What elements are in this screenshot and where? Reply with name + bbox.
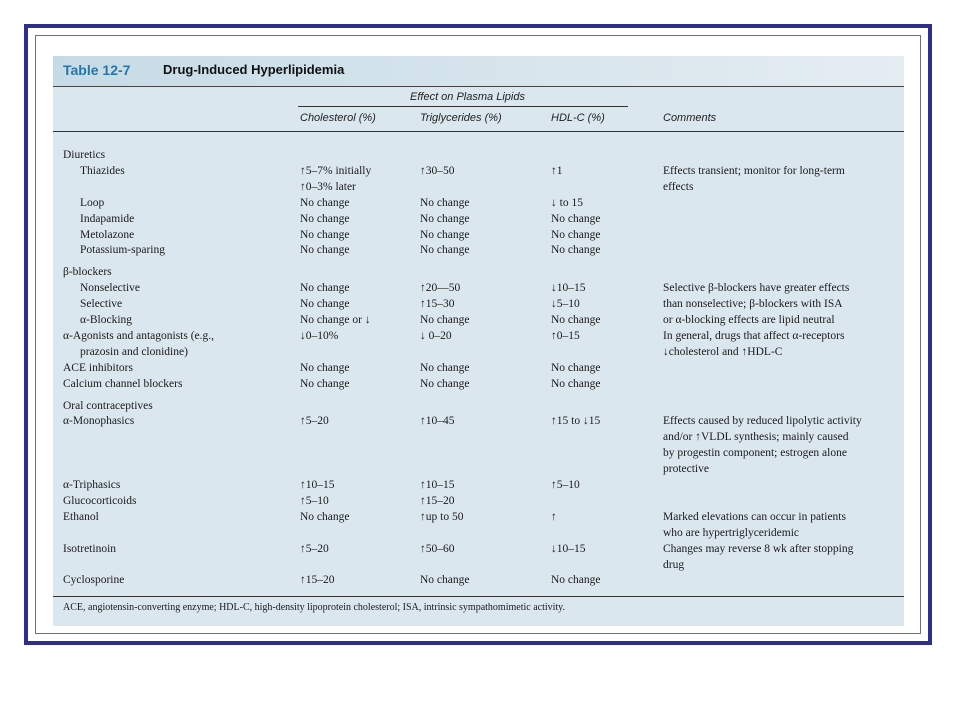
drug-cell: Isotretinoin — [63, 542, 117, 555]
table-row — [53, 462, 904, 477]
table-row — [53, 180, 904, 195]
table-row — [53, 164, 904, 179]
drug-cell: Indapamide — [80, 212, 135, 225]
col-header-hdl: HDL-C (%) — [551, 112, 605, 124]
table-row — [53, 558, 904, 573]
hdl-cell: ↓ to 15 — [551, 196, 583, 209]
drug-cell: α-Blocking — [80, 314, 133, 326]
cholesterol-cell: ↑10–15 — [300, 479, 335, 491]
hdl-cell: No change — [551, 377, 601, 390]
drug-cell: α-Agonists and antagonists (e.g., — [63, 329, 215, 342]
table-row — [53, 494, 904, 509]
triglycerides-cell: ↑10–45 — [420, 415, 455, 428]
table-number: Table 12-7 — [63, 62, 131, 78]
hdl-cell: ↓10–15 — [551, 542, 586, 555]
hdl-cell: ↑0–15 — [551, 329, 580, 342]
comments-cell: Changes may reverse 8 wk after stopping — [663, 542, 854, 555]
triglycerides-cell: No change — [420, 228, 470, 241]
triglycerides-cell: No change — [420, 361, 470, 374]
comments-cell: and/or ↑VLDL synthesis; mainly caused — [663, 431, 849, 444]
drug-cell: Cyclosporine — [63, 574, 125, 587]
drug-cell: α-Triphasics — [63, 479, 121, 491]
comments-cell: drug — [663, 558, 685, 571]
bottom-rule — [53, 596, 904, 597]
triglycerides-cell: ↑15–20 — [420, 494, 455, 507]
hdl-cell: No change — [551, 361, 601, 374]
triglycerides-cell: ↑30–50 — [420, 164, 455, 177]
triglycerides-cell: No change — [420, 196, 470, 209]
comments-cell: Selective β-blockers have greater effects — [663, 282, 850, 295]
comments-cell: who are hypertriglyceridemic — [663, 526, 800, 539]
triglycerides-cell: ↓ 0–20 — [420, 329, 452, 342]
cholesterol-cell: No change — [300, 244, 350, 257]
table-row — [53, 446, 904, 461]
cholesterol-cell: No change — [300, 228, 350, 241]
header-rule — [53, 131, 904, 132]
drug-cell: Loop — [80, 196, 105, 209]
drug-cell: Nonselective — [80, 282, 141, 295]
drug-cell: Ethanol — [63, 510, 99, 523]
table-row — [53, 297, 904, 312]
drug-cell: β-blockers — [63, 266, 112, 279]
table-row — [53, 196, 904, 211]
table-row — [53, 361, 904, 376]
top-rule — [53, 86, 904, 87]
table-row — [53, 542, 904, 557]
table-row — [53, 399, 904, 414]
hdl-cell: No change — [551, 244, 601, 257]
comments-cell: In general, drugs that affect α-receptors — [663, 329, 845, 342]
cholesterol-cell: ↑0–3% later — [300, 180, 356, 193]
table-row — [53, 281, 904, 296]
cholesterol-cell: No change — [300, 196, 350, 209]
cholesterol-cell: No change — [300, 282, 350, 295]
cholesterol-cell: ↑5–20 — [300, 542, 329, 555]
cholesterol-cell: No change — [300, 510, 350, 523]
drug-cell: Potassium-sparing — [80, 244, 165, 257]
hdl-cell: ↑15 to ↓15 — [551, 415, 601, 428]
drug-cell: Metolazone — [80, 228, 135, 241]
table-row — [53, 573, 904, 588]
drug-cell: Thiazides — [80, 164, 125, 177]
triglycerides-cell: ↑up to 50 — [420, 510, 464, 523]
drug-cell: α-Monophasics — [63, 415, 135, 428]
comments-cell: protective — [663, 463, 709, 476]
comments-cell: or α-blocking effects are lipid neutral — [663, 314, 835, 326]
drug-cell: Oral contraceptives — [63, 399, 153, 412]
drug-cell: Calcium channel blockers — [63, 377, 183, 390]
table-row — [53, 430, 904, 445]
table-row — [53, 345, 904, 360]
triglycerides-cell: No change — [420, 314, 470, 326]
title-band — [53, 56, 904, 86]
cholesterol-cell: ↑5–10 — [300, 494, 329, 507]
cholesterol-cell: No change — [300, 377, 350, 390]
table-row — [53, 243, 904, 258]
table-row — [53, 377, 904, 392]
col-header-triglycerides: Triglycerides (%) — [420, 112, 502, 124]
col-header-cholesterol: Cholesterol (%) — [300, 112, 376, 124]
comments-cell: effects — [663, 180, 694, 193]
comments-cell: Marked elevations can occur in patients — [663, 510, 846, 523]
cholesterol-cell: No change or ↓ — [300, 314, 371, 326]
cholesterol-cell: No change — [300, 212, 350, 225]
drug-cell: ACE inhibitors — [63, 361, 133, 374]
hdl-cell: ↑1 — [551, 164, 563, 177]
drug-cell: prazosin and clonidine) — [80, 345, 188, 358]
drug-cell: Glucocorticoids — [63, 494, 137, 507]
comments-cell: ↓cholesterol and ↑HDL-C — [663, 345, 783, 358]
triglycerides-cell: No change — [420, 574, 470, 587]
table-footnote: ACE, angiotensin-converting enzyme; HDL-C, high-density lipoprotein cholesterol; ISA, intrinsic sympathomimetic activity. — [63, 602, 566, 613]
hdl-cell: ↓5–10 — [551, 298, 580, 311]
comments-cell: Effects caused by reduced lipolytic activity — [663, 415, 862, 428]
drug-cell: Selective — [80, 298, 123, 311]
cholesterol-cell: No change — [300, 361, 350, 374]
triglycerides-cell: ↑15–30 — [420, 298, 455, 311]
table-row — [53, 526, 904, 541]
hdl-cell: No change — [551, 314, 601, 326]
cholesterol-cell: ↓0–10% — [300, 329, 339, 342]
table-row — [53, 265, 904, 280]
cholesterol-cell: ↑5–20 — [300, 415, 329, 428]
triglycerides-cell: No change — [420, 244, 470, 257]
table-row — [53, 212, 904, 227]
table-title: Drug-Induced Hyperlipidemia — [163, 62, 345, 77]
cholesterol-cell: No change — [300, 298, 350, 311]
hdl-cell: ↑ — [551, 510, 557, 523]
comments-cell: by progestin component; estrogen alone — [663, 447, 847, 460]
triglycerides-cell: ↑10–15 — [420, 479, 455, 491]
hdl-cell: ↑5–10 — [551, 479, 580, 491]
cholesterol-cell: ↑5–7% initially — [300, 164, 372, 177]
comments-cell: Effects transient; monitor for long-term — [663, 164, 845, 177]
table-scan — [53, 56, 904, 626]
table-row — [53, 478, 904, 493]
hdl-cell: No change — [551, 228, 601, 241]
table-row — [53, 228, 904, 243]
group-underline — [298, 106, 628, 107]
table-row — [53, 510, 904, 525]
col-header-comments: Comments — [663, 112, 717, 124]
triglycerides-cell: ↑20—50 — [420, 282, 461, 295]
table-row — [53, 313, 904, 328]
table-row — [53, 329, 904, 344]
table-row — [53, 148, 904, 163]
triglycerides-cell: No change — [420, 212, 470, 225]
comments-cell: than nonselective; β-blockers with ISA — [663, 298, 843, 311]
table-row — [53, 414, 904, 429]
hdl-cell: No change — [551, 574, 601, 587]
group-header: Effect on Plasma Lipids — [410, 91, 525, 103]
hdl-cell: ↓10–15 — [551, 282, 586, 295]
hdl-cell: No change — [551, 212, 601, 225]
triglycerides-cell: No change — [420, 377, 470, 390]
cholesterol-cell: ↑15–20 — [300, 574, 335, 587]
triglycerides-cell: ↑50–60 — [420, 542, 455, 555]
drug-cell: Diuretics — [63, 149, 106, 161]
